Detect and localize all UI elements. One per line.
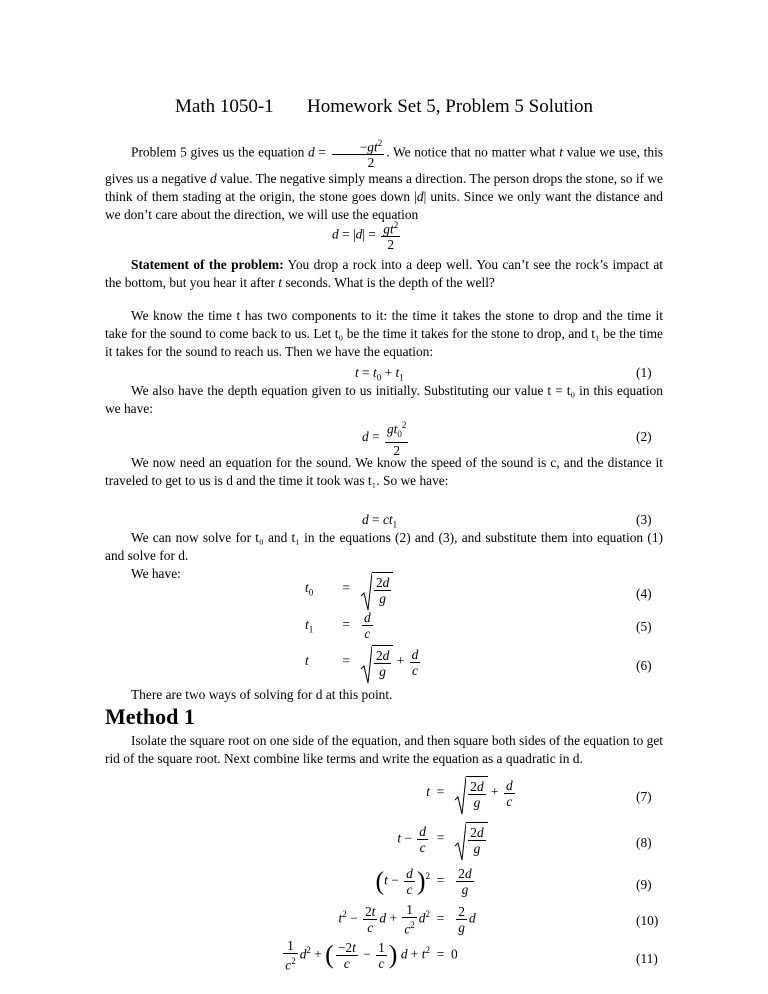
- equation-8: t − $\frac{d}{c}$ = $\frac{2d}{g}$: [300, 822, 488, 856]
- equation-number: (11): [636, 951, 658, 966]
- equation-7: t = $\frac{2d}{g}$ + $\frac{d}{c}$: [300, 776, 517, 810]
- paragraph-two-ways: There are two ways of solving for d at this point.: [131, 687, 393, 702]
- equation-10: $t^2$ − $\frac{2t}{c}$ d + $\frac{1}{c^2}$ $d^2$ = $\frac{2}{g}$ d: [338, 902, 476, 937]
- equation-2: d = $\frac{gt_0^2}{2}$: [362, 420, 407, 459]
- equation-number: (9): [636, 877, 652, 892]
- equation-number: (10): [636, 913, 659, 928]
- equation-number: (4): [636, 586, 652, 601]
- equation-5: $t_1$ = $\frac{d}{c}$: [305, 610, 371, 641]
- equation-number: (8): [636, 835, 652, 850]
- equation-number: (3): [636, 512, 652, 527]
- equation-3: $d = ct_1$: [362, 512, 398, 530]
- equation-number: (5): [636, 619, 652, 634]
- equation-inline-d: $\frac{-gt^2}{2}$: [332, 136, 384, 170]
- course-code: Math 1050-1: [175, 96, 274, 117]
- equation-6: t = $\frac{2d}{g}$ + $\frac{d}{c}$: [305, 645, 422, 679]
- intro-paragraph: Problem 5 gives us the equation d = $\frac{-gt^2}{2}$ . We notice that no matter what t value we use, this gives us a negative d value. The negative simply means a direction. The person drops the stone, so if we think of them stading at the origin, the stone goes down |d| units. Since we only want the distance and we don’t care about the direction, we will use the equation: [105, 138, 664, 223]
- equation-number: (2): [636, 429, 652, 444]
- equation-11: $\frac{1}{c^2}$ $d^2$ + ( $\frac{-2t}{c}$ − $\frac{1}{c}$ ) $d + t^2 = 0$: [285, 938, 458, 973]
- method-1-description: Isolate the square root on one side of the equation, and then square both sides of the equation to get rid of the square root. Next combine like terms and write the equation as a quadratic in d.: [105, 733, 663, 766]
- equation-number: (7): [636, 789, 652, 804]
- section-heading-method-1: Method 1: [105, 704, 195, 729]
- equation-number: (6): [636, 658, 652, 673]
- page-title: Homework Set 5, Problem 5 Solution: [307, 96, 594, 117]
- paragraph-sound: We now need an equation for the sound. We know the speed of the sound is c, and the distance it traveled to get to us is d and the time it took was t₁. So we have:: [105, 455, 663, 488]
- equation-number: (1): [636, 365, 652, 380]
- paragraph-solve: We can now solve for t₀ and t₁ in the equations (2) and (3), and substitute them into equation (1) and solve for d.: [105, 530, 663, 563]
- equation-4: $t_0$ = $\frac{2d}{g}$: [305, 572, 393, 606]
- problem-statement: Statement of the problem: You drop a rock into a deep well. You can’t see the rock’s impact at the bottom, but you hear it after t seconds. What is the depth of the well?: [105, 257, 663, 290]
- paragraph-components: We know the time t has two components to it: the time it takes the stone to drop and the time it take for the sound to come back to us. Let t₀ be the time it takes for the stone to drop, and t₁ be the time it takes for the sound to reach us. Then we have the equation:: [105, 308, 663, 359]
- equation-abs-d: d = |d| = $\frac{gt^2}{2}$: [332, 220, 399, 253]
- equation-1: $t = t_0 + t_1$: [355, 365, 404, 383]
- paragraph-depth: We also have the depth equation given to us initially. Substituting our value t = t₀ in this equation we have:: [105, 383, 663, 416]
- paragraph-we-have: We have:: [131, 566, 181, 581]
- equation-9: (t − $\frac{d}{c}$ )$^2$ = $\frac{2d}{g}$: [375, 866, 472, 897]
